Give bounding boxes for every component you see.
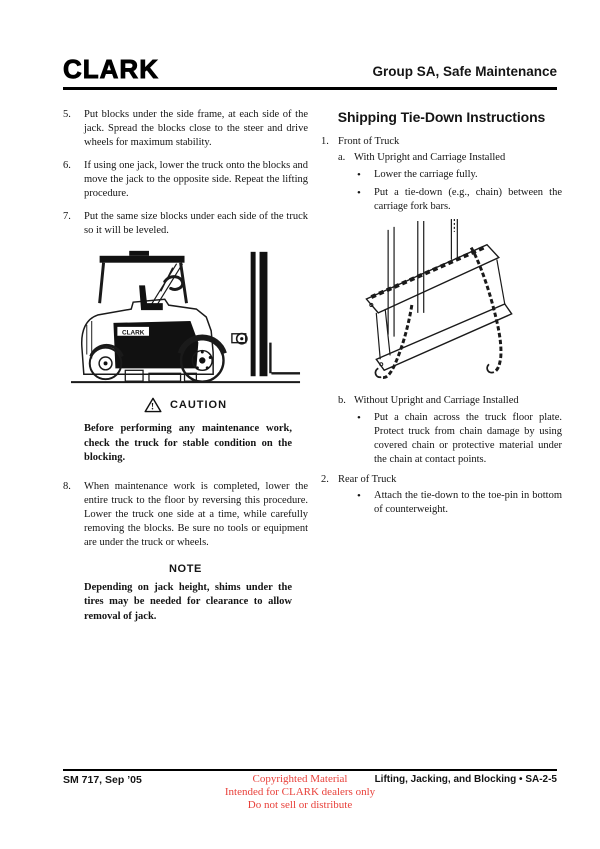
header-group-title: Group SA, Safe Maintenance bbox=[372, 64, 557, 79]
bullet-toe-pin bbox=[357, 489, 562, 517]
note-heading: NOTE bbox=[169, 562, 202, 575]
footer-section-page: Lifting, Jacking, and Blocking • SA-2-5 bbox=[374, 774, 557, 785]
step-number: 8. bbox=[63, 480, 71, 492]
caution-label: CAUTION bbox=[169, 399, 228, 411]
step-6 bbox=[63, 159, 308, 201]
bullet-lower-carriage bbox=[357, 168, 562, 182]
bullet-chain-floor-plate bbox=[357, 411, 562, 467]
step-text: When maintenance work is completed, lower the entire truck to the floor by reversing this procedure. Lower the truck one side at a time, while carefully removing the blocks. Be sure no tools or equipment are under the truck or wheels. bbox=[84, 480, 308, 548]
item-label: Front of Truck bbox=[338, 136, 400, 147]
step-text: Put blocks under the side frame, at each side of the jack. Spread the blocks close to the steer and drive wheels for maximum stability. bbox=[84, 109, 308, 148]
bullet-glyph: • bbox=[357, 187, 361, 199]
page-body bbox=[63, 104, 562, 638]
caution-text: Before performing any maintenance work, check the truck for stable condition on the blocking. bbox=[84, 423, 292, 463]
item-1a-with-upright bbox=[338, 151, 562, 165]
item-letter: a. bbox=[338, 152, 346, 163]
carriage-chain-tiedown-figure bbox=[321, 218, 562, 388]
item-2-rear-of-truck bbox=[321, 473, 562, 487]
bullet-tie-down-chain bbox=[357, 186, 562, 214]
item-1b-without-upright bbox=[338, 394, 562, 408]
item-letter: b. bbox=[338, 395, 346, 406]
step-text: Put the same size blocks under each side of the truck so it will be leveled. bbox=[84, 211, 308, 236]
left-column bbox=[63, 104, 308, 638]
carriage-illustration bbox=[358, 218, 526, 388]
caution-heading bbox=[63, 397, 308, 413]
item-label: Rear of Truck bbox=[338, 474, 397, 485]
right-column bbox=[321, 104, 562, 638]
page-header bbox=[63, 56, 557, 82]
bullet-text: Lower the carriage fully. bbox=[374, 169, 478, 180]
item-number: 1. bbox=[321, 136, 329, 147]
bullet-glyph: • bbox=[357, 412, 361, 424]
step-number: 6. bbox=[63, 160, 71, 171]
forklift-illustration bbox=[70, 247, 302, 387]
forklift-decal-text: CLARK bbox=[121, 329, 144, 337]
bullet-glyph: • bbox=[357, 169, 361, 181]
step-number: 5. bbox=[63, 109, 71, 120]
forklift-on-blocks-figure bbox=[63, 247, 308, 387]
clark-logo: CLARK bbox=[63, 54, 159, 84]
item-label: Without Upright and Carriage Installed bbox=[354, 395, 519, 406]
section-title: Shipping Tie-Down Instructions bbox=[337, 109, 546, 125]
bullet-glyph: • bbox=[357, 490, 361, 502]
copyright-line: Intended for CLARK dealers only bbox=[224, 786, 376, 798]
warning-triangle-icon bbox=[144, 397, 162, 413]
copyright-line: Copyrighted Material bbox=[252, 773, 348, 785]
copyright-line: Do not sell or distribute bbox=[247, 799, 353, 811]
footer-rule bbox=[63, 769, 557, 771]
item-label: With Upright and Carriage Installed bbox=[354, 152, 506, 163]
bullet-text: Put a chain across the truck floor plate. Protect truck from chain damage by using covered chain or protective material under the chain at contact points. bbox=[374, 412, 562, 465]
warning-exclamation-mark: ! bbox=[150, 401, 156, 413]
step-number: 7. bbox=[63, 211, 71, 222]
footer-doc-number: SM 717, Sep ’05 bbox=[63, 774, 142, 786]
step-text: If using one jack, lower the truck onto the blocks and move the jack to the opposite side. Repeat the lifting procedure. bbox=[84, 160, 308, 199]
step-8 bbox=[63, 480, 308, 550]
item-1-front-of-truck bbox=[321, 135, 562, 149]
item-number: 2. bbox=[321, 474, 329, 485]
note-text: Depending on jack height, shims under the tires may be needed for clearance to allow removal of jack. bbox=[84, 581, 292, 622]
step-7 bbox=[63, 210, 308, 238]
header-rule bbox=[63, 87, 557, 90]
bullet-text: Put a tie-down (e.g., chain) between the carriage fork bars. bbox=[374, 187, 562, 212]
step-5 bbox=[63, 108, 308, 150]
bullet-text: Attach the tie-down to the toe-pin in bottom of counterweight. bbox=[374, 490, 562, 515]
copyright-notice bbox=[160, 773, 440, 812]
